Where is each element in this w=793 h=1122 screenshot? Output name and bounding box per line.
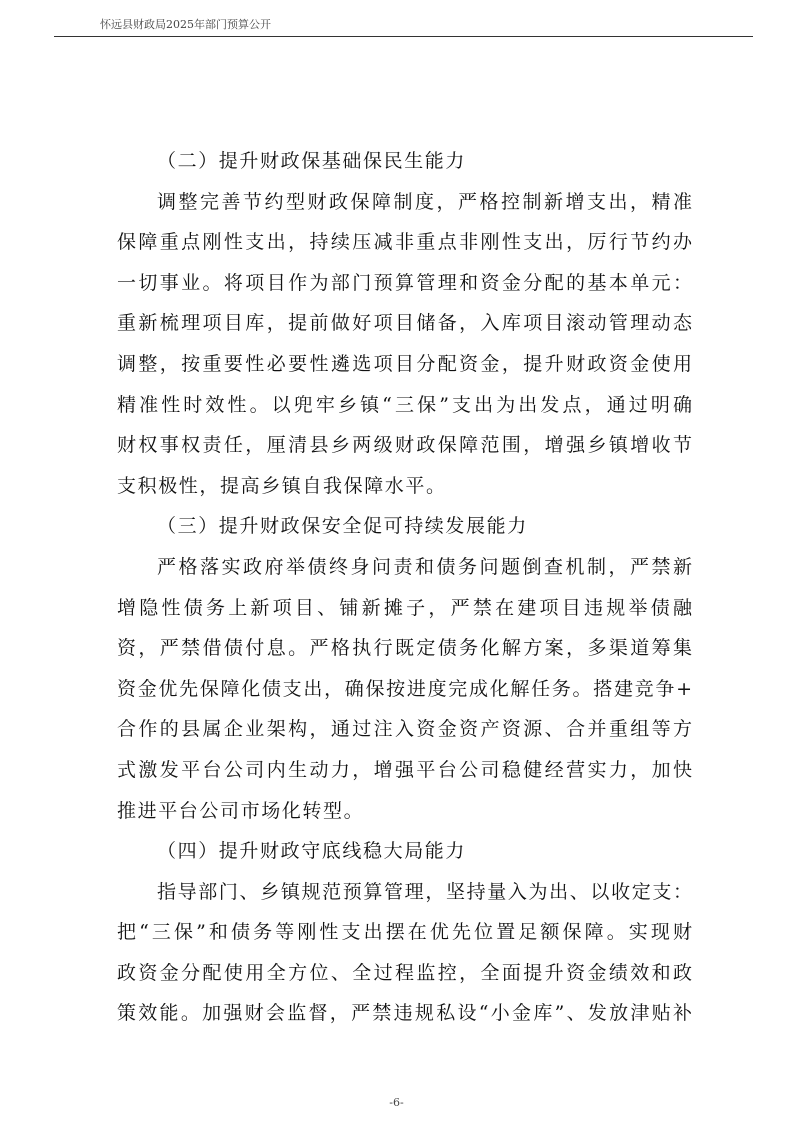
- paragraph-line: 一切事业。将项目作为部门预算管理和资金分配的基本单元：: [117, 271, 692, 294]
- paragraph-line: 指导部门、乡镇规范预算管理，坚持量入为出、以收定支：: [157, 880, 692, 903]
- section-heading: （二）提升财政保基础保民生能力: [157, 150, 467, 172]
- page-header: [54, 6, 753, 37]
- paragraph-line: 式激发平台公司内生动力，增强平台公司稳健经营实力，加快: [117, 758, 692, 781]
- paragraph-line: 财权事权责任，厘清县乡两级财政保障范围，增强乡镇增收节: [117, 434, 692, 457]
- paragraph-line: 精准性时效性。以兜牢乡镇“三保”支出为出发点，通过明确: [117, 393, 692, 416]
- page-number: -6-: [389, 1096, 404, 1109]
- section-heading: （四）提升财政守底线稳大局能力: [157, 840, 467, 863]
- paragraph-line: 增隐性债务上新项目、铺新摊子，严禁在建项目违规举债融: [117, 596, 692, 619]
- paragraph-line: 政资金分配使用全方位、全过程监控，全面提升资金绩效和政: [117, 961, 692, 984]
- section-heading: （三）提升财政保安全促可持续发展能力: [157, 515, 528, 538]
- header-title: 怀远县财政局2025年部门预算公开: [100, 18, 271, 31]
- paragraph-line: 推进平台公司市场化转型。: [117, 799, 365, 822]
- paragraph-line: 资金优先保障化债支出，确保按进度完成化解任务。搭建竞争+: [117, 677, 692, 700]
- paragraph-line: 保障重点刚性支出，持续压减非重点非刚性支出，厉行节约办: [117, 231, 692, 254]
- paragraph-line: 资，严禁借债付息。严格执行既定债务化解方案，多渠道筹集: [117, 637, 692, 660]
- paragraph-line: 合作的县属企业架构，通过注入资金资产资源、合并重组等方: [117, 718, 692, 741]
- paragraph-line: 严格落实政府举债终身问责和债务问题倒查机制，严禁新: [157, 555, 692, 578]
- paragraph-line: 策效能。加强财会监督，严禁违规私设“小金库”、发放津贴补: [117, 1002, 692, 1025]
- paragraph-line: 支积极性，提高乡镇自我保障水平。: [117, 474, 447, 497]
- paragraph-line: 重新梳理项目库，提前做好项目储备，入库项目滚动管理动态: [117, 312, 692, 335]
- paragraph-line: 调整，按重要性必要性遴选项目分配资金，提升财政资金使用: [117, 352, 692, 375]
- document-body: [117, 141, 692, 1034]
- paragraph-line: 把“三保”和债务等刚性支出摆在优先位置足额保障。实现财: [117, 921, 692, 944]
- paragraph-line: 调整完善节约型财政保障制度，严格控制新增支出，精准: [157, 190, 692, 213]
- page-footer: [0, 1096, 793, 1109]
